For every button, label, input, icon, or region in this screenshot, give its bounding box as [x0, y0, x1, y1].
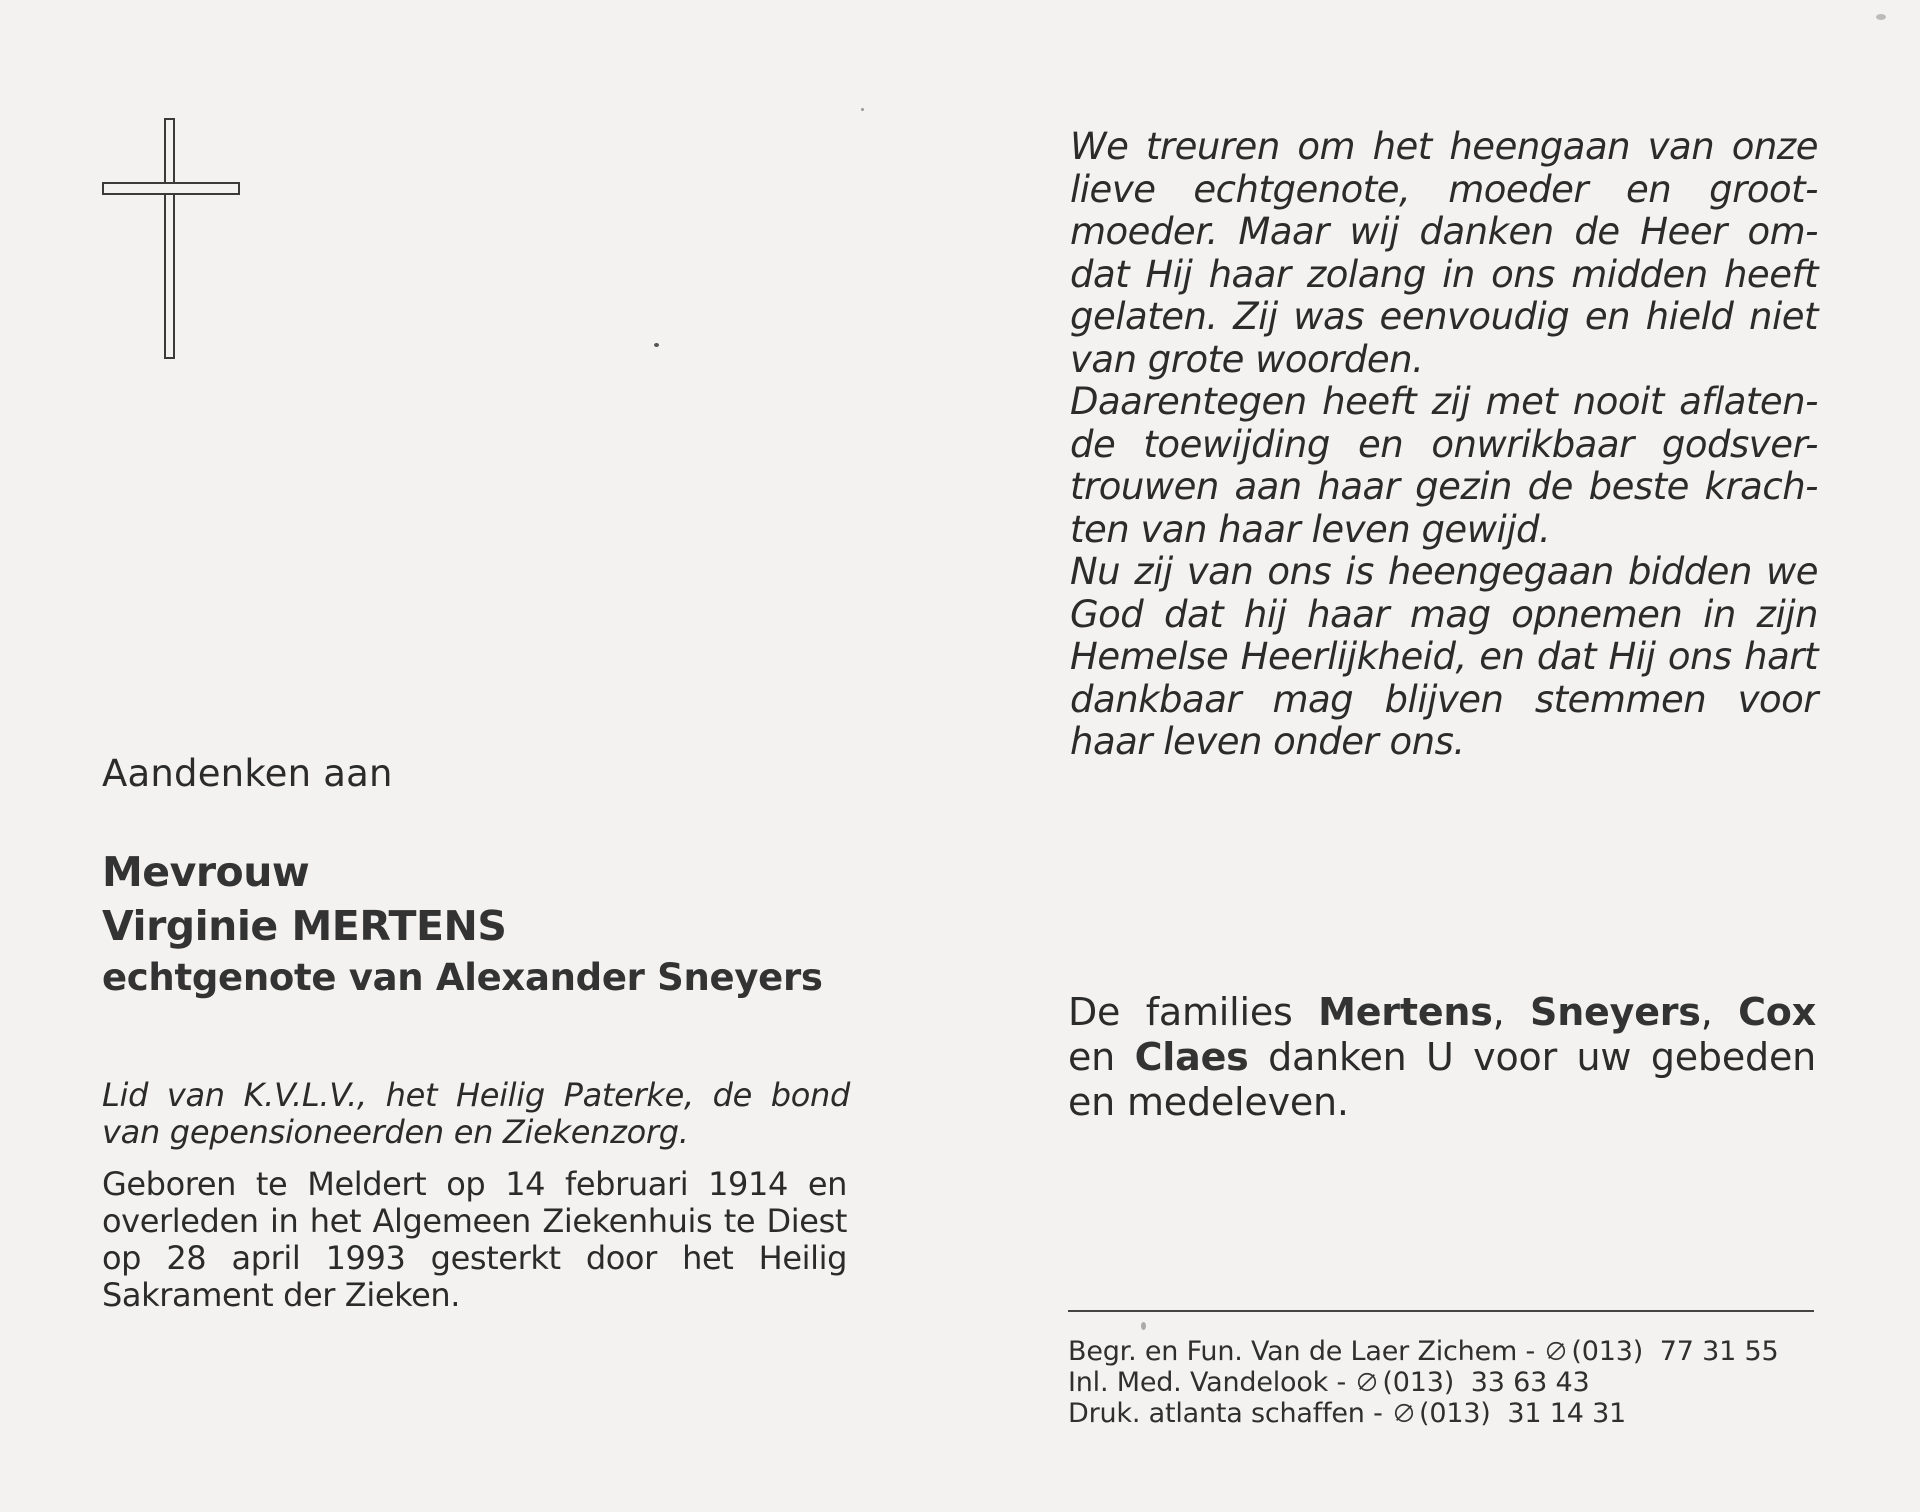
memorial-intro: Aandenken aan [102, 752, 393, 795]
family-name-sneyers: Sneyers [1530, 990, 1701, 1034]
credit-phone: (013) 31 14 31 [1419, 1398, 1627, 1429]
credit-label: Druk. atlanta schaffen - [1068, 1398, 1392, 1429]
thanks-suffix: danken U voor uw gebeden en medeleven. [1068, 1035, 1817, 1124]
membership-text: Lid van K.V.L.V., het Heilig Paterke, de bond van gepensioneerden en Ziekenzorg. [102, 1076, 850, 1151]
credit-label: Inl. Med. Vandelook - [1068, 1367, 1355, 1398]
family-name-mertens: Mertens [1318, 990, 1493, 1034]
footer-credits [1068, 1336, 1778, 1429]
deceased-name-block [102, 845, 823, 1003]
family-thanks [1068, 990, 1816, 1125]
prayer-text [1070, 126, 1818, 764]
prayer-paragraph-1: We treuren om het heengaan van onze lieve echtgenote, moeder en groot-moeder. Maar wij danken de Heer om-dat Hij haar zolang in ons midden heeft gelaten. Zij was eenvoudig en hield niet van grote woorden. [1070, 125, 1818, 381]
phone-icon [1545, 1340, 1567, 1362]
phone-icon [1356, 1371, 1378, 1393]
family-name-cox: Cox [1738, 990, 1816, 1034]
paper-speck [861, 108, 864, 111]
footer-divider [1068, 1310, 1814, 1312]
paper-speck [1876, 14, 1886, 20]
deceased-spouse: echtgenote van Alexander Sneyers [102, 956, 823, 999]
credit-phone: (013) 33 63 43 [1382, 1367, 1590, 1398]
credit-label: Begr. en Fun. Van de Laer Zichem - [1068, 1336, 1544, 1367]
thanks-separator: , [1492, 990, 1531, 1034]
cross-icon [102, 118, 242, 361]
prayer-paragraph-2: Daarentegen heeft zij met nooit aflaten-de toewijding en onwrikbaar godsver-trouwen aan haar gezin de beste krach-ten van haar leven gewijd. [1070, 380, 1818, 551]
credit-phone: (013) 77 31 55 [1571, 1336, 1779, 1367]
credit-row-info [1068, 1367, 1778, 1398]
paper-speck [1141, 1322, 1146, 1330]
paper-speck [654, 343, 659, 347]
family-name-claes: Claes [1134, 1035, 1249, 1079]
credit-row-print [1068, 1398, 1778, 1429]
prayer-paragraph-3: Nu zij van ons is heengegaan bidden we God dat hij haar mag opnemen in zijn Hemelse Heerlijkheid, en dat Hij ons hart dankbaar mag blijven stemmen voor haar leven onder ons. [1070, 550, 1818, 763]
phone-icon [1393, 1402, 1415, 1424]
deceased-title: Mevrouw [102, 848, 310, 896]
thanks-separator: , [1700, 990, 1739, 1034]
thanks-prefix: De families [1068, 990, 1319, 1034]
thanks-separator: en [1068, 1035, 1135, 1079]
deceased-name: Virginie MERTENS [102, 902, 507, 950]
birth-death-text: Geboren te Meldert op 14 februari 1914 en overleden in het Algemeen Ziekenhuis te Diest op 28 april 1993 gesterkt door het Heilig Sakrament der Zieken. [102, 1165, 847, 1314]
credit-row-funeral [1068, 1336, 1778, 1367]
